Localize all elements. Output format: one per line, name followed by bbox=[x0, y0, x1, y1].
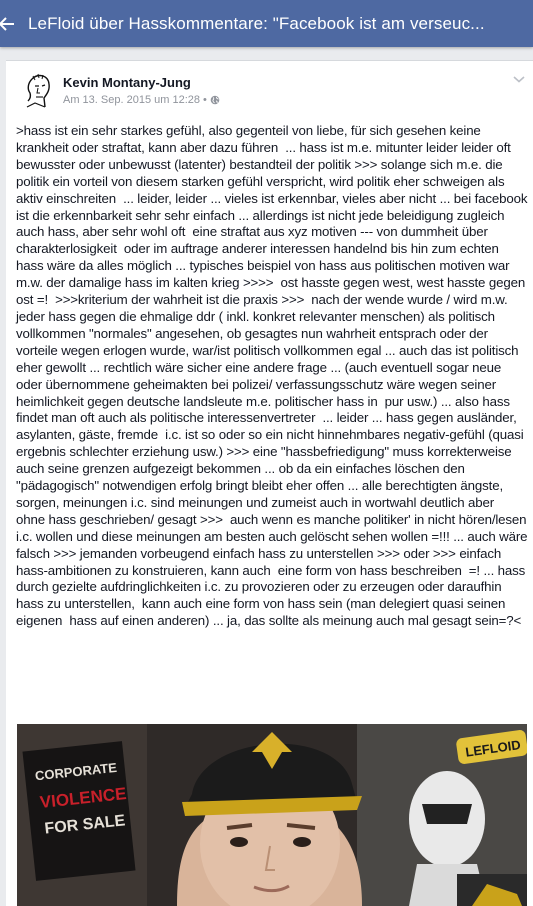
sign-line-2: VIOLENCE bbox=[38, 784, 128, 812]
post-card bbox=[6, 60, 533, 906]
chevron-down-icon bbox=[511, 71, 527, 87]
post-video-thumbnail[interactable] bbox=[17, 724, 527, 906]
globe-icon bbox=[210, 95, 220, 105]
sign-line-1: CORPORATE bbox=[34, 759, 118, 784]
avatar[interactable] bbox=[18, 71, 58, 111]
sign-line-3: FOR SALE bbox=[43, 812, 127, 838]
post-menu-button[interactable] bbox=[511, 71, 527, 87]
author-name[interactable]: Kevin Montany-Jung bbox=[63, 75, 191, 90]
video-still-image bbox=[17, 724, 527, 906]
meta-separator: • bbox=[202, 94, 207, 106]
back-arrow-icon bbox=[0, 16, 16, 32]
back-button[interactable] bbox=[0, 0, 20, 47]
post-meta bbox=[63, 94, 220, 106]
post-body-text: >hass ist ein sehr starkes gefühl, also gegenteil von liebe, für sich gesehen keine krankheit oder straftat, kann aber dazu führen ... hass ist m.e. mitunter leider leider oft bewusster oder unbewusst (latenter) bestandteil der politik >>> solange sich m.e. die politik ein vorteil von diesem starken gefühl verspricht, wird politik eher schweigen als aktiv einschreiten ... leider, leider ... vieles ist erkennbar, vieles aber nicht ... bei facebook ist die erkennbarkeit sehr sehr einfach ... allerdings ist nicht jede beleidigung zugleich auch hass, aber sehr wohl oft eine straftat aus xyz motiven --- von dummheit über charakterlosigkeit oder im auftrage anderer interessen handelnd bis hin zum echten hass wäre da alles möglich ... typisches beispiel von hass aus politischen motiven war m.w. der damalige hass im kalten krieg >>>> ost hasste gegen west, west hasste gegen ost =! >>>kriterium der wahrheit ist die praxis >>> nach der wende wurde / wird m.w. jeder hass gegen die ehmalige ddr ( inkl. konkret relevanter menschen) als politisch vollkommen "normales" angesehen, ob gesagtes nun wahrheit entsprach oder der vorteile wegen erlogen wurde, war/ist politisch vollkommen egal ... auch das ist politisch eher gewollt ... rechtlich wäre sicher eine andere frage ... (auch eventuell sogar neue oder übernommene geheimakten bei polizei/ verfassungsschutz wäre wegen seiner heimlichkeit gegen deutsche landsleute m.e. politischer hass in pur usw.) ... also hass findet man oft auch als politische interessenvertreter ... leider ... hass gegen ausländer, asylanten, gäste, fremde i.c. ist so oder so ein nicht hinnehmbares negativ-gefühl (quasi ergebnis schlechter erziehung usw.) >>> eine "hassbefriedigung" muss korrekterweise auch seine grenzen aufgezeigt bekommen ... ob da ein einfaches löschen den "pädagogisch" notwendigen erfolg bringt bleibt eher offen ... alle berechtigten ängste, sorgen, meinungen i.c. sind meinungen und zumeist auch in wortwahl deutlich aber ohne hass geschrieben/ gesagt >>> auch wenn es manche politiker' in nicht hören/lesen i.c. wollen und diese meinungen am besten auch gelöscht sehen wollen =!!! ... auch wäre falsch >>> jemanden vorbeugend einfach hass zu unterstellen >>> oder >>> einfach hass-ambitionen zu konstruieren, kann auch eine form von hass beschreiben =! ... hass durch gezielte aufdringlichkeiten i.c. zu provozieren oder zu erzeugen oder daraufhin hass zu unterstellen, kann auch eine form von hass sein (man delegiert quasi seinen eigenen hass auf einen anderen) ... ja, das sollte als meinung auch mal gesagt sein=?< bbox=[16, 123, 531, 629]
page-title: LeFloid über Hasskommentare: "Facebook ist am verseuc... bbox=[28, 13, 485, 33]
post-timestamp[interactable]: Am 13. Sep. 2015 um 12:28 bbox=[63, 94, 200, 106]
avatar-sketch-icon bbox=[18, 71, 58, 111]
top-bar bbox=[0, 0, 533, 47]
lefloid-logo: LEFLOID bbox=[464, 737, 522, 760]
